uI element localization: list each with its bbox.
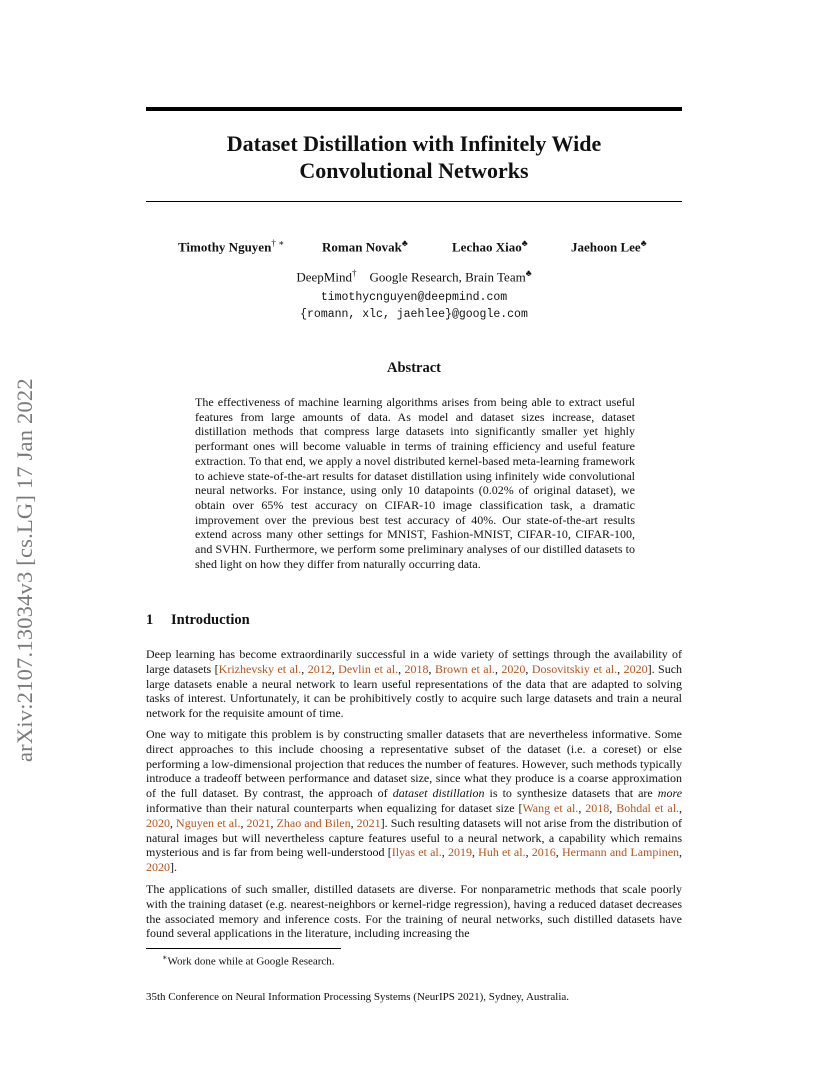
title-top-rule [146,107,682,111]
footnote [162,953,335,968]
abstract-text: The effectiveness of machine learning algorithms arises from being able to extract useful features from large amounts of data. As model and dataset sizes increase, dataset distillation methods that compress large datasets into significantly smaller yet highly performant ones will become valuable in terms of training efficiency and useful feature extraction. To that end, we apply a novel distributed kernel-based meta-learning framework to achieve state-of-the-art results for dataset distillation using infinitely wide convolutional neural networks. For instance, using only 10 datapoints (0.02% of original dataset), we obtain over 65% test accuracy on CIFAR-10 image classification task, a dramatic improvement over the previous best test accuracy of 40%. Our state-of-the-art results extend across many other settings for MNIST, Fashion-MNIST, CIFAR-10, CIFAR-100, and SVHN. Furthermore, we perform some preliminary analyses of our distilled datasets to shed light on how they differ from naturally occurring data. [195,395,635,571]
affiliation-deepmind: DeepMind [296,269,352,285]
citation-link[interactable]: Zhao and Bilen [276,815,351,830]
affiliation-google: Google Research, Brain Team [369,269,526,285]
arxiv-stamp: arXiv:2107.13034v3 [cs.LG] 17 Jan 2022 [12,378,37,762]
citation-link[interactable]: 2021 [356,815,381,830]
citation-link[interactable]: Bohdal et al. [616,800,680,815]
emphasis: more [657,786,683,801]
citation-link[interactable]: Wang et al. [522,800,579,815]
author-1: Timothy Nguyen† ∗ [178,238,285,255]
section-title: Introduction [171,612,250,628]
affiliations [146,268,682,285]
citation-link[interactable]: Hermann and Lampinen [561,845,680,860]
author-2: Roman Novak♣ [322,238,408,255]
venue-note: 35th Conference on Neural Information Processing Systems (NeurIPS 2021), Sydney, Australia. [146,991,570,1003]
citation-link[interactable]: 2020 [146,860,170,875]
section-number: 1 [146,612,154,628]
citation-link[interactable]: 2018 [585,800,610,815]
intro-paragraph-2: One way to mitigate this problem is by constructing smaller datasets that are nevertheless informative. Some direct approaches to this include choosing a representative subset of the dataset (i.e. a coreset) or else performing a low-dimensional projection that reduces the number of features. However, such methods typically introduce a tradeoff between performance and dataset size, since what they produce is a coarse approximation of the full dataset. By contrast, the approach of dataset distillation is to synthesize datasets that are more informative than their natural counterparts when equalizing for dataset size [Wang et al., 2018, Bohdal et al., 2020, Nguyen et al., 2021, Zhao and Bilen, 2021]. Such resulting datasets will not arise from the distribution of natural images but will nevertheless capture features useful to a neural network, a capability which remains mysterious and is far from being well-understood [Ilyas et al., 2019, Huh et al., 2016, Hermann and Lampinen, 2020]. [146,727,683,875]
citation-link[interactable]: 2019 [447,845,472,860]
intro-paragraph-1: Deep learning has become extraordinarily successful in a wide variety of settings through the availability of large datasets [Krizhevsky et al., 2012, Devlin et al., 2018, Brown et al., 2020, Dosovitskiy et al., 2020]. Such large datasets enable a neural network to learn useful representations of the data that are adapted to solving tasks of interest. Unfortunately, it can be prohibitively costly to acquire such large datasets and train a neural network for the requisite amount of time. [146,647,683,721]
affiliation-1-mark: † [351,268,357,278]
citation-link[interactable]: Krizhevsky et al. [218,661,302,676]
title-bottom-rule [146,201,682,202]
author-1-mark: † ∗ [271,238,285,248]
citation-link[interactable]: 2021 [246,815,271,830]
affiliation-2-mark: ♣ [525,268,532,278]
author-4: Jaehoon Lee♣ [571,238,647,255]
author-3-mark: ♣ [521,238,528,248]
author-2-mark: ♣ [401,238,408,248]
section-heading [146,612,250,629]
emphasis: dataset distillation [392,786,485,801]
title-line-1: Dataset Distillation with Infinitely Wide [226,131,602,156]
author-4-mark: ♣ [640,238,647,248]
citation-link[interactable]: 2020 [623,661,648,676]
intro-paragraph-3: The applications of such smaller, distilled datasets are diverse. For nonparametric methods that scale poorly with the training dataset (e.g. nearest-neighbors or kernel-ridge regression), having a reduced dataset decreases the associated memory and inference costs. For the training of neural networks, such distilled datasets have found several applications in the literature, including increasing the [146,882,682,941]
footnote-mark: ∗ [162,953,168,962]
citation-link[interactable]: 2012 [307,661,332,676]
citation-link[interactable]: 2016 [531,845,556,860]
email-1: timothycnguyen@deepmind.com [320,291,508,304]
citation-link[interactable]: 2018 [404,661,429,676]
title-line-2: Convolutional Networks [299,158,529,183]
abstract-heading: Abstract [387,360,441,376]
citation-link[interactable]: 2020 [146,815,170,830]
citation-link[interactable]: Devlin et al. [338,661,399,676]
citation-link[interactable]: Nguyen et al. [176,815,241,830]
footnote-rule [146,948,341,949]
citation-link[interactable]: Huh et al. [478,845,526,860]
footnote-text: Work done while at Google Research. [167,955,335,968]
email-2: {romann, xlc, jaehlee}@google.com [300,308,528,321]
citation-link[interactable]: 2020 [501,661,526,676]
author-3: Lechao Xiao♣ [452,238,528,255]
paper-title [146,130,682,184]
citation-link[interactable]: Ilyas et al. [391,845,442,860]
citation-link[interactable]: Brown et al. [435,661,495,676]
citation-link[interactable]: Dosovitskiy et al. [531,661,618,676]
